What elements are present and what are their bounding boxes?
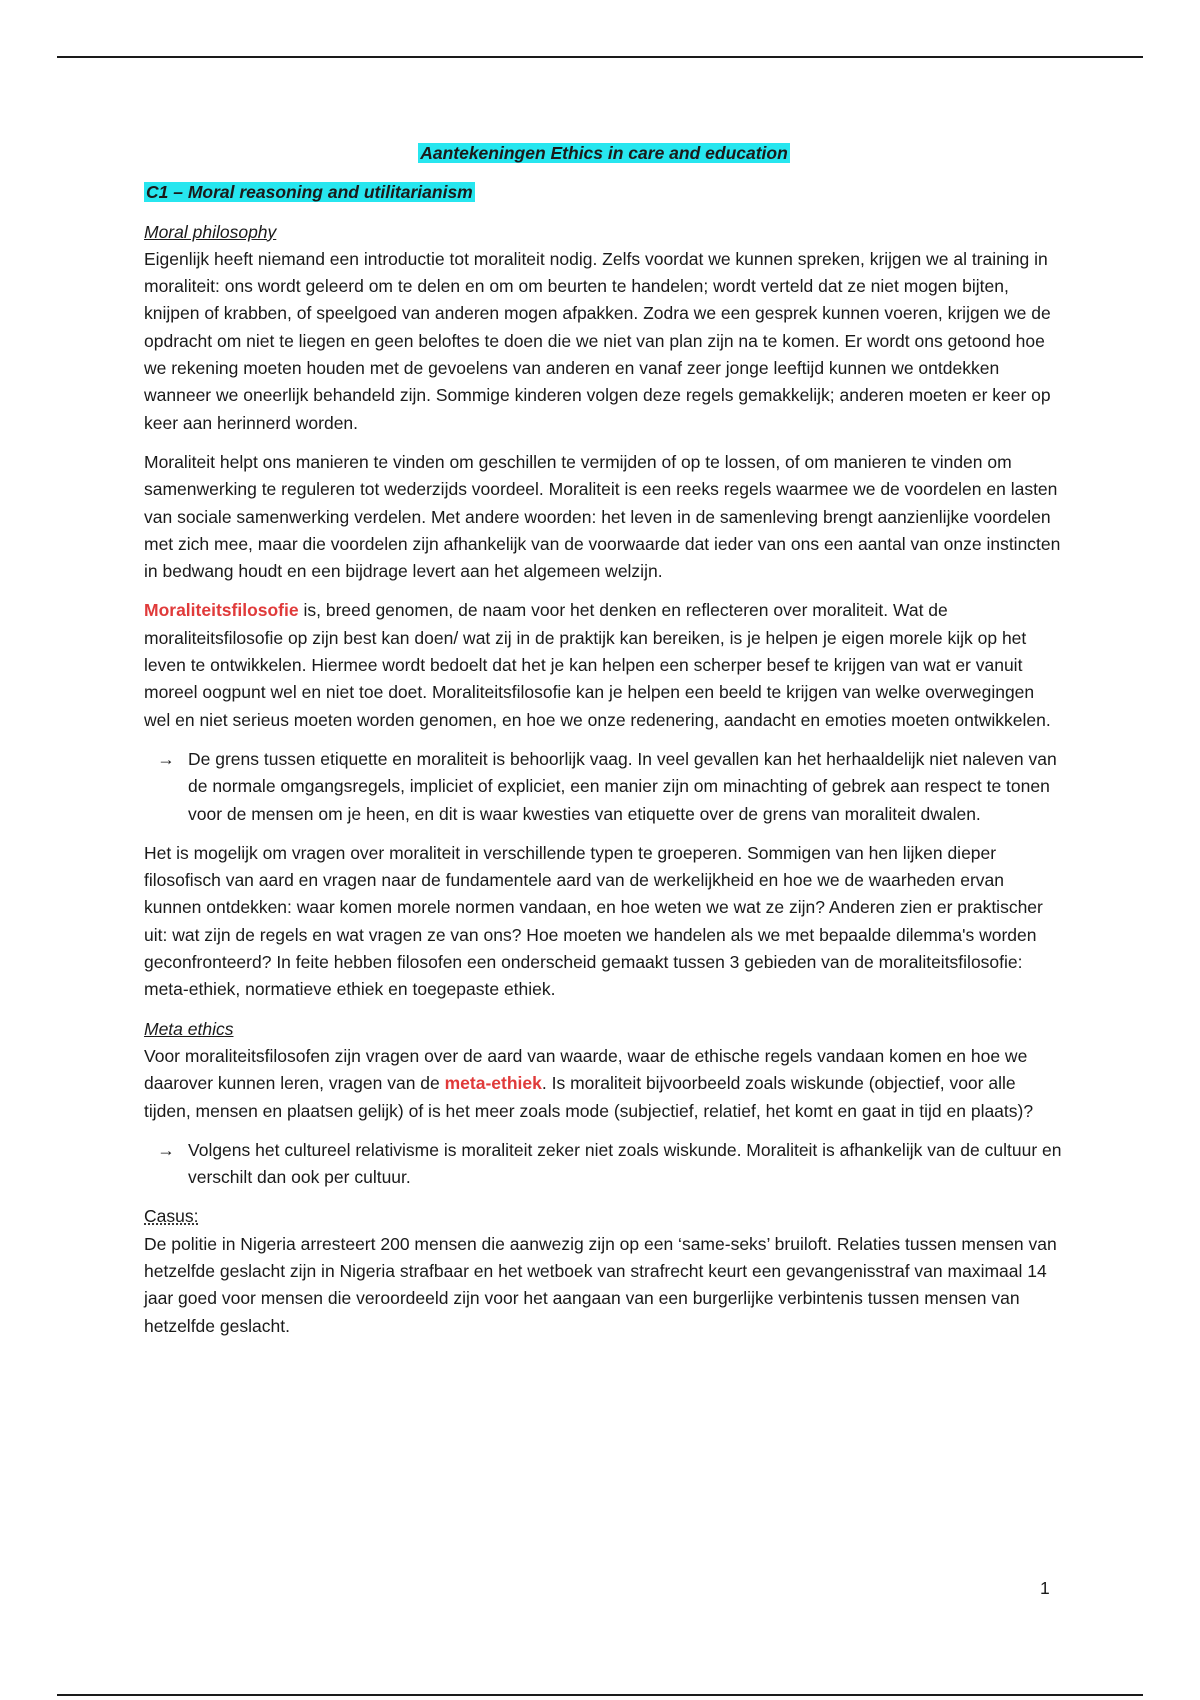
arrow-icon: →: [157, 1139, 175, 1160]
section-heading-moral-philosophy: Moral philosophy: [144, 221, 277, 242]
arrow-icon: →: [157, 748, 175, 769]
paragraph: [144, 1043, 1064, 1125]
paragraph: De politie in Nigeria arresteert 200 mensen die aanwezig zijn op een ‘same-seks’ bruiloft. Relaties tussen mensen van hetzelfde geslacht zijn in Nigeria strafbaar en het wetboek van strafrecht keurt een gevangenisstraf van maximaal 14 jaar goed voor mensen die veroordeeld zijn voor het aangaan van een burgerlijke verbintenis tussen mensen van hetzelfde geslacht.: [144, 1233, 1057, 1336]
section-heading-casus: Casus:: [144, 1206, 199, 1227]
paragraph: Eigenlijk heeft niemand een introductie tot moraliteit nodig. Zelfs voordat we kunnen spreken, krijgen we al training in moraliteit: ons wordt geleerd om te delen en om om beurten te handelen; wordt verteld dat ze niet mogen bijten, knijpen of krabben, of speelgoed van anderen mogen afpakken. Zodra we een gesprek kunnen voeren, krijgen we de opdracht om niet te liegen en geen beloftes te doen die we niet van plan zijn na te komen. Er wordt ons getoond hoe we rekening moeten houden met de gevoelens van anderen en vanaf zeer jonge leeftijd kunnen we ontdekken wanneer we oneerlijk behandeld zijn. Sommige kinderen volgen deze regels gemakkelijk; anderen moeten er keer op keer aan herinnerd worden.: [144, 248, 1051, 433]
paragraph-text: is, breed genomen, de naam voor het denken en reflecteren over moraliteit. Wat de moraliteitsfilosofie op zijn best kan doen/ wat zij in de praktijk kan bereiken, is je helpen je eigen morele kijk op het leven te ontwikkelen. Hiermee wordt bedoelt dat het je kan helpen een scherper besef te krijgen van wat er vanuit moreel oogpunt wel en niet toe doet. Moraliteitsfilosofie kan je helpen een beeld te krijgen van welke overwegingen wel en niet serieus moeten worden genomen, en hoe we onze redenering, aandacht en emoties moeten ontwikkelen.: [144, 600, 1051, 730]
header-rule: [57, 56, 1143, 58]
document-title: Aantekeningen Ethics in care and education: [420, 143, 788, 163]
footer-rule: [57, 1694, 1143, 1696]
paragraph-text: . Is moraliteit bijvoorbeeld zoals wiskunde (objectief, voor alle tijden, mensen en plaatsen gelijk) of is het meer zoals mode (subjectief, relatief, het komt en gaat in tijd en plaats)?: [144, 1073, 1034, 1121]
chapter-heading: C1 – Moral reasoning and utilitarianism: [146, 182, 473, 203]
key-term: meta-ethiek: [444, 1073, 542, 1094]
paragraph: [144, 597, 1064, 733]
paragraph: Het is mogelijk om vragen over moraliteit in verschillende typen te groeperen. Sommigen van hen lijken dieper filosofisch van aard en vragen naar de fundamentele aard van de werkelijkheid en hoe we de waarheden ervan kunnen ontdekken: waar komen morele normen vandaan, en hoe weten we wat ze zijn? Anderen zien er praktischer uit: wat zijn de regels en wat vragen ze van ons? Hoe moeten we handelen als we met bepaalde dilemma's worden geconfronteerd? In feite hebben filosofen een onderscheid gemaakt tussen 3 gebieden van de moraliteitsfilosofie: meta-ethiek, normatieve ethiek en toegepaste ethiek.: [144, 842, 1043, 1000]
section-heading-meta-ethics: Meta ethics: [144, 1018, 234, 1039]
document-body: [144, 140, 1064, 1352]
arrow-list-item: [144, 1137, 1064, 1192]
page-number: 1: [1040, 1578, 1050, 1598]
arrow-item-text: Volgens het cultureel relativisme is moraliteit zeker niet zoals wiskunde. Moraliteit is afhankelijk van de cultuur en verschilt dan ook per cultuur.: [188, 1139, 1062, 1188]
paragraph-text: Voor moraliteitsfilosofen zijn vragen over de aard van waarde, waar de ethische regels vandaan komen en hoe we daarover kunnen leren, vragen van de: [144, 1045, 1028, 1094]
arrow-list-item: [144, 746, 1064, 828]
arrow-item-text: De grens tussen etiquette en moraliteit is behoorlijk vaag. In veel gevallen kan het herhaaldelijk niet naleven van de normale omgangsregels, impliciet of expliciet, een manier zijn om minachting of gebrek aan respect te tonen voor de mensen om je heen, en dit is waar kwesties van etiquette over de grens van moraliteit dwalen.: [188, 748, 1057, 824]
key-term: Moraliteitsfilosofie: [144, 600, 299, 621]
paragraph: Moraliteit helpt ons manieren te vinden om geschillen te vermijden of op te lossen, of om manieren te vinden om samenwerking te reguleren tot wederzijds voordeel. Moraliteit is een reeks regels waarmee we de voordelen en lasten van sociale samenwerking verdelen. Met andere woorden: het leven in de samenleving brengt aanzienlijke voordelen met zich mee, maar die voordelen zijn afhankelijk van de voorwaarde dat ieder van ons een aantal van onze instincten in bedwang houdt en een bijdrage levert aan het algemeen welzijn.: [144, 451, 1061, 582]
